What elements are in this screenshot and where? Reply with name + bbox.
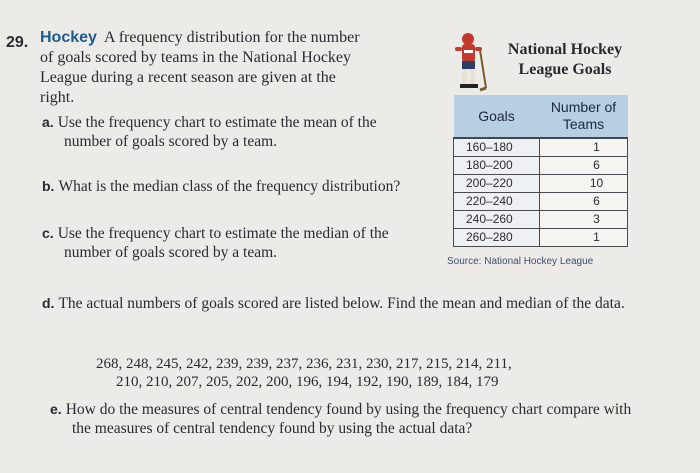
part-c xyxy=(42,224,404,262)
part-c-label: c. xyxy=(42,225,54,241)
problem-intro-text: A frequency distribution for the number of goals scored by teams in the National Hockey League during a recent season are given at the right. xyxy=(40,29,360,106)
part-d xyxy=(42,294,664,313)
part-d-label: d. xyxy=(42,295,55,311)
part-e-text: How do the measures of central tendency found by using the frequency chart compare with the measures of central tendency found by using the actual data? xyxy=(65,401,632,437)
table-title: National Hockey League Goals xyxy=(507,41,623,78)
teams-cell: 3 xyxy=(540,211,628,229)
problem-intro xyxy=(40,28,360,108)
header-goals: Goals xyxy=(454,95,540,138)
table-source: Source: National Hockey League xyxy=(447,256,594,267)
table-row xyxy=(454,138,628,157)
part-a-label: a. xyxy=(42,114,54,130)
table-row xyxy=(454,157,628,175)
data-line-1: 268, 248, 245, 242, 239, 239, 237, 236, 231, 230, 217, 215, 214, 211, xyxy=(96,356,512,372)
goals-data-list xyxy=(96,355,576,391)
problem-number: 29. xyxy=(6,34,29,51)
problem-keyword: Hockey xyxy=(40,29,97,46)
goals-cell: 260–280 xyxy=(454,229,540,247)
part-a-text: Use the frequency chart to estimate the mean of the number of goals scored by a team. xyxy=(57,114,377,150)
table-row xyxy=(454,193,628,211)
part-b xyxy=(42,177,404,196)
frequency-table xyxy=(453,95,628,247)
teams-cell: 10 xyxy=(540,175,628,193)
part-a xyxy=(42,113,394,151)
hockey-player-icon xyxy=(446,30,492,96)
teams-cell: 1 xyxy=(540,229,628,247)
table-row xyxy=(454,175,628,193)
header-number-of-teams: Number of Teams xyxy=(540,95,628,138)
part-e xyxy=(50,400,652,438)
part-d-text: The actual numbers of goals scored are listed below. Find the mean and median of the data. xyxy=(58,295,625,312)
table-row xyxy=(454,229,628,247)
teams-cell: 6 xyxy=(540,193,628,211)
goals-cell: 240–260 xyxy=(454,211,540,229)
goals-cell: 200–220 xyxy=(454,175,540,193)
goals-cell: 220–240 xyxy=(454,193,540,211)
data-line-2: 210, 210, 207, 205, 202, 200, 196, 194, 192, 190, 189, 184, 179 xyxy=(116,374,499,390)
table-row xyxy=(454,211,628,229)
teams-cell: 1 xyxy=(540,138,628,157)
part-b-text: What is the median class of the frequency distribution? xyxy=(58,178,401,195)
part-c-text: Use the frequency chart to estimate the median of the number of goals scored by a team. xyxy=(57,225,389,261)
part-e-label: e. xyxy=(50,401,62,417)
teams-cell: 6 xyxy=(540,157,628,175)
goals-cell: 160–180 xyxy=(454,138,540,157)
goals-cell: 180–200 xyxy=(454,157,540,175)
part-b-label: b. xyxy=(42,178,55,194)
